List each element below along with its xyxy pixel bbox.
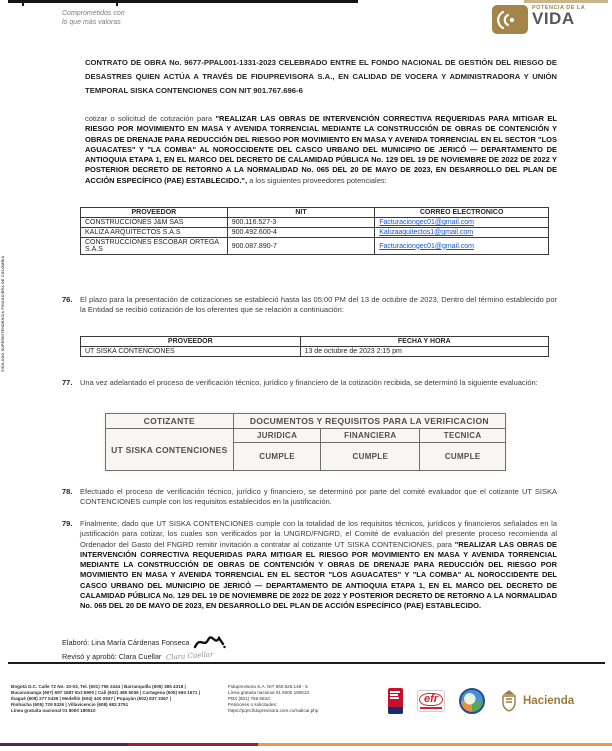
list-item-77	[62, 378, 557, 388]
signature-block	[62, 634, 227, 663]
bottom-color-bar	[0, 743, 612, 746]
list-item-76	[62, 295, 557, 316]
contract-title: CONTRATO DE OBRA No. 9677-PPAL001-1331-2023 CELEBRADO ENTRE EL FONDO NACIONAL DE GESTIÓN DEL RIESGO DE DESASTRES QUIEN ACTÚA A TRAVÉS DE FIDUPREVISORA S.A., EN CALIDAD DE VOCERA Y ADMINISTRADORA Y UNIÓN TEMPORAL SISKA CONTENCIONES CON NIT 901.767.696-6	[85, 58, 557, 95]
table-row	[81, 228, 549, 238]
item79-bold-object: "REALIZAR LAS OBRAS DE INTERVENCIÓN CORRECTIVA REQUERIDAS PARA MITIGAR EL RIESGO POR MOVIMIENTO EN MASA Y AVENIDA TORRENCIAL MEDIANTE LA CONSTRUCCIÓN DE OBRAS DE CONTENCIÓN Y OBRAS DE DRENAJE PARA REDUCCIÓN DEL RIESGO POR MOVIMIENTO EN MASA Y AVENIDA TORRENCIAL EN EL SECTOR "LOS AGUACATES" Y "LA COMBA" AL NOROCCIDENTE DEL CASCO URBANO DEL MUNICIPIO DE JERICÓ — DEPARTAMENTO DE ANTIOQUIA ETAPA 1, EN EL MARCO DEL DECRETO DE CALAMIDAD PÚBLICA No. 129 DEL 19 DE NOVIEMBRE DE 2022 DE 2022 Y POSTERIOR DECRETO DE RETORNO A LA NORMALIDAD No. 065 DEL 20 DE MAYO DE 2023, EN DESARROLLO DEL PLAN DE ACCIÓN ESPECÍFICO (PAE) ESTABLECIDO.	[80, 539, 557, 611]
table-row	[81, 347, 549, 357]
col-correo: CORREO ELECTRONICO	[375, 208, 549, 218]
email-link[interactable]: Facturaciongec01@gmail.com	[379, 219, 474, 226]
vt-financiera-header: FINANCIERA	[321, 429, 420, 443]
item-text: Una vez adelantado el proceso de verificación técnico, jurídico y financiero de la cotización recibida, se determinó la siguiente evaluación:	[80, 378, 538, 387]
list-item-78	[62, 487, 557, 508]
cell-proveedor: KALIZA ARQUITECTOS S.A.S	[81, 228, 228, 238]
cell-fecha: 13 de octubre de 2023 2:15 pm	[300, 347, 548, 357]
scan-edge-strip	[8, 0, 358, 3]
vigilado-vertical-stamp: VIGILADO SUPERINTENDENCIA FINANCIERA DE COLOMBIA	[1, 255, 5, 372]
scan-edge-gold	[524, 0, 608, 3]
footer-line: Ibagué (608) 277 0439 | Medellín (604) 340 0937 | Popayán (602) 837 3367 |	[11, 696, 171, 701]
scan-tick	[22, 3, 24, 6]
intro-paragraph	[85, 114, 557, 186]
reviso-line: Revisó y aprobó: Clara Cuellar	[62, 652, 162, 661]
item-text: Efectuado el proceso de verificación técnico, jurídico y financiero, se determinó por parte del comité evaluador que el cotizante UT SISKA CONTENCIONES cumple con los requisitos establecidos en la justificación.	[80, 487, 557, 507]
cell-nit: 900.087.890-7	[227, 238, 375, 255]
col-fecha: FECHA Y HORA	[300, 337, 548, 347]
vt-juridica-header: JURIDICA	[233, 429, 321, 443]
col-proveedor: PROVEEDOR	[81, 208, 228, 218]
item-text	[80, 519, 557, 612]
table-row	[81, 238, 549, 255]
bar-purple	[0, 743, 128, 746]
ministry-seal-icon	[459, 688, 485, 714]
table-row	[81, 218, 549, 228]
footer-company-info	[228, 684, 363, 714]
intro-tail: a los siguientes proveedores potenciales:	[247, 175, 387, 185]
elaboro-line: Elaboró: Lina María Cárdenas Fonseca	[62, 637, 190, 647]
footer-line: PBX (601) 756 6633	[228, 696, 270, 701]
footer-line: Bogotá D.C. Calle 72 No. 10-03, Tel. (601) 756 2444 | Barranquilla (605) 385 4318 |	[11, 684, 186, 689]
table-header-row	[81, 208, 549, 218]
vt-span-header: DOCUMENTOS Y REQUISITOS PARA LA VERIFICACION	[233, 414, 505, 429]
bar-orange	[258, 743, 612, 746]
logo-small-text: POTENCIA DE LA	[532, 5, 586, 11]
potencia-de-la-vida-logo	[492, 5, 585, 34]
footer-addresses	[11, 684, 211, 714]
brand-tagline: Comprometidos con lo que más valoras	[62, 10, 125, 26]
cell-nit: 900.116.527-3	[227, 218, 375, 228]
great-place-to-work-badge	[388, 688, 403, 714]
footer-divider	[8, 662, 605, 664]
cell-nit: 900.492.600-4	[227, 228, 375, 238]
sound-wave-icon	[492, 5, 528, 34]
vt-cotizante-header: COTIZANTE	[106, 414, 234, 429]
efr-logo	[417, 690, 445, 712]
item-number: 79.	[62, 519, 73, 528]
cell-proveedor: CONSTRUCCIONES ESCOBAR ORTEGA S.A.S	[81, 238, 228, 255]
vt-juridica-value: CUMPLE	[233, 443, 321, 471]
footer-line: Fiduprevisora S.A. NIT 860.525.148 - 5	[228, 684, 308, 689]
footer-line: Línea gratuita nacional 01 8000 180510	[11, 708, 96, 713]
vt-cotizante-value: UT SISKA CONTENCIONES	[106, 429, 234, 471]
hacienda-logo	[499, 689, 574, 713]
footer-line: Riohacha (605) 729 5326 | Villavicencio (608) 682 3751	[11, 702, 129, 707]
intro-bold-object: "REALIZAR LAS OBRAS DE INTERVENCIÓN CORRECTIVA REQUERIDAS PARA MITIGAR EL RIESGO POR MOVIMIENTO EN MASA Y AVENIDA TORRENCIAL MEDIANTE LA CONSTRUCCIÓN DE OBRAS DE CONTENCIÓN Y OBRAS DE DRENAJE PARA REDUCCIÓN DEL RIESGO POR MOVIMIENTO EN MASA Y AVENIDA TORRENCIAL EN EL SECTOR "LOS AGUACATES" Y "LA COMBA" AL NOROCCIDENTE DEL CASCO URBANO DEL MUNICIPIO DE JERICÓ — DEPARTAMENTO DE ANTIOQUIA ETAPA 1, EN EL MARCO DEL DECRETO DE CALAMIDAD PÚBLICA No. 129 DEL 19 DE NOVIEMBRE DE 2022 DE 2022 Y POSTERIOR DECRETO DE RETORNO A LA NORMALIDAD No. 065 DEL 20 DE MAYO DE 2023, EN DESARROLLO DEL PLAN DE ACCIÓN ESPECÍFICO (PAE) ESTABLECIDO.",	[85, 114, 557, 185]
list-item-79	[62, 519, 557, 612]
email-link[interactable]: Kalizaaquitectos1@gmail.com	[379, 229, 474, 236]
footer-line: Peticiones o solicitudes:	[228, 702, 278, 707]
item-number: 77.	[62, 378, 73, 387]
bar-crimson	[128, 743, 258, 746]
cell-proveedor: UT SISKA CONTENCIONES	[81, 347, 301, 357]
vt-tecnica-value: CUMPLE	[420, 443, 506, 471]
coat-of-arms-icon	[499, 689, 519, 713]
vt-tecnica-header: TECNICA	[420, 429, 506, 443]
footer-line: Bucaramanga (607) 697 1687 Ext:5900 | Cali (602) 485 5036 | Cartagena (605) 693 1671 |	[11, 690, 200, 695]
item79-lead: Finalmente, dado que UT SISKA CONTENCIONES cumple con la totalidad de los requisitos técnicos, jurídicos y financieros señalados en la justificación para cotizar, los cuales son verificados por la UNGRD/FNGRD, el Comité de evaluación del presente proceso recomienda al Ordenador del Gasto del FNGRD remitir invitación a contratar al cotizante UT SISKA CONTENCIONES, para	[80, 519, 557, 549]
offers-table	[80, 336, 549, 357]
scan-tick	[116, 3, 118, 6]
table-header-row	[81, 337, 549, 347]
cell-proveedor: CONSTRUCCIONES J&M SAS	[81, 218, 228, 228]
col-nit: NIT	[227, 208, 375, 218]
col-proveedor: PROVEEDOR	[81, 337, 301, 347]
item-text: El plazo para la presentación de cotizaciones se estableció hasta las 05:00 PM del 13 de octubre de 2023, Dentro del término establecido por la Entidad se recibió cotización de los oferentes que se relación a continuación:	[80, 295, 557, 315]
efr-label: efr	[419, 693, 443, 706]
vt-financiera-value: CUMPLE	[321, 443, 420, 471]
item-number: 76.	[62, 295, 73, 304]
pqrs-link[interactable]: https://pqrs.fiduprevisora.com.co/radicar.php	[228, 708, 319, 713]
email-link[interactable]: Facturaciongec01@gmail.com	[379, 242, 474, 250]
intro-lead: cotizar o solicitud de cotización para	[85, 114, 216, 123]
logo-big-text: VIDA	[532, 9, 575, 28]
clara-cuellar-signature: Clara Cuellar	[166, 650, 215, 662]
item-number: 78.	[62, 487, 73, 496]
verification-table-scan	[105, 413, 506, 471]
footer-line: Línea gratuita nacional 01 8000 180513	[228, 690, 309, 695]
footer-logos	[388, 684, 603, 718]
providers-table	[80, 207, 549, 255]
hacienda-label: Hacienda	[523, 695, 575, 707]
